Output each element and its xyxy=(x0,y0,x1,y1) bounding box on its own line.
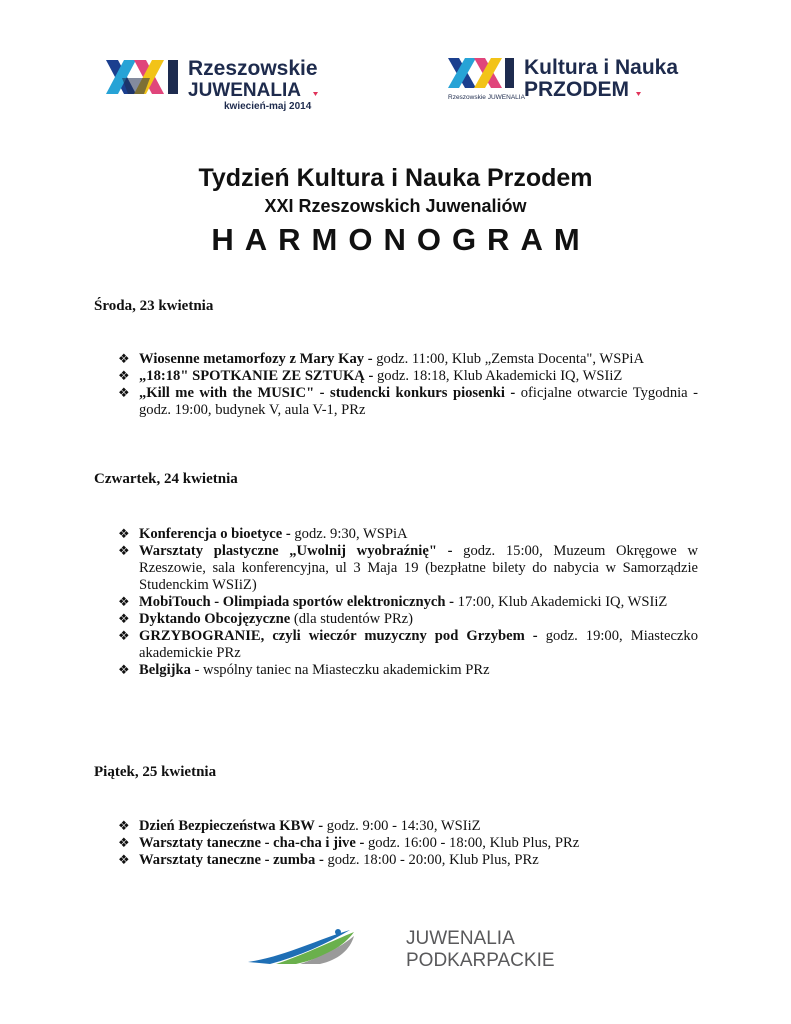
logo-bottom-line2: PODKARPACKIE xyxy=(406,950,555,971)
xxi-mark-icon xyxy=(448,58,514,88)
event-title: MobiTouch - Olimpiada sportów elektronicznych - xyxy=(139,594,454,610)
event-title: „Kill me with the MUSIC" - studencki konkurs piosenki - xyxy=(139,385,516,401)
event-title: Belgijka xyxy=(139,662,191,678)
event-details: godz. 18:00 - 20:00, Klub Plus, PRz xyxy=(323,852,539,868)
event-item xyxy=(118,835,698,852)
event-item xyxy=(118,351,698,368)
event-title: Konferencja o bioetyce - xyxy=(139,526,291,542)
event-item xyxy=(118,611,698,628)
event-details: godz. 9:30, WSPiA xyxy=(290,526,408,542)
event-item xyxy=(118,594,698,611)
rzeszowskie-juwenalia-logo xyxy=(104,48,334,112)
diamond-bullet-icon: ❖ xyxy=(118,629,130,644)
event-item xyxy=(118,385,698,419)
diamond-bullet-icon: ❖ xyxy=(118,836,130,851)
event-details: - wspólny taniec na Miasteczku akademickim PRz xyxy=(190,662,490,678)
swoosh-icon xyxy=(248,929,354,964)
event-title: Warsztaty taneczne - zumba - xyxy=(139,852,324,868)
page-subtitle: XXI Rzeszowskich Juwenaliów xyxy=(264,196,527,216)
logo-right-line1: Kultura i Nauka xyxy=(524,56,679,79)
event-item xyxy=(118,818,698,835)
event-title: Dzień Bezpieczeństwa KBW - xyxy=(139,818,324,834)
event-details: (dla studentów PRz) xyxy=(290,611,414,627)
event-item xyxy=(118,543,698,594)
event-title: GRZYBOGRANIE, czyli wieczór muzyczny pod Grzybem - xyxy=(139,628,538,644)
event-list-wednesday xyxy=(118,351,698,419)
event-title: Wiosenne metamorfozy z Mary Kay - xyxy=(139,351,373,367)
event-title: Warsztaty plastyczne „Uwolnij wyobraźnię" - xyxy=(139,543,453,559)
event-title: Warsztaty taneczne - cha-cha i jive - xyxy=(139,835,365,851)
diamond-bullet-icon: ❖ xyxy=(118,663,130,678)
event-item xyxy=(118,526,698,543)
xxi-mark-icon xyxy=(106,60,178,94)
event-title: Dyktando Obcojęzyczne xyxy=(139,611,291,627)
event-title: „18:18" SPOTKANIE ZE SZTUKĄ - xyxy=(139,368,374,384)
logo-bottom-line1: JUWENALIA xyxy=(406,928,515,949)
event-details: godz. 9:00 - 14:30, WSIiZ xyxy=(323,818,481,834)
event-details: godz. 15:00, Muzeum Okręgowe w Rzeszowie, sala konferencyjna, ul 3 Maja 19 (bezpłatne bilety do nabycia w Samorządzie Studenckim WSIiZ) xyxy=(139,543,698,593)
kultura-i-nauka-przodem-logo xyxy=(446,50,696,104)
event-details: oficjalne otwarcie Tygodnia - godz. 19:00, budynek V, aula V-1, PRz xyxy=(139,385,699,418)
event-item xyxy=(118,662,698,679)
event-details: godz. 16:00 - 18:00, Klub Plus, PRz xyxy=(364,835,580,851)
day-heading-wednesday: Środa, 23 kwietnia xyxy=(94,298,214,314)
diamond-bullet-icon: ❖ xyxy=(118,386,130,401)
event-details: godz. 19:00, Miasteczko akademickie PRz xyxy=(139,628,698,661)
diamond-bullet-icon: ❖ xyxy=(118,853,130,868)
logo-left-line2: JUWENALIA xyxy=(188,80,301,101)
event-item xyxy=(118,852,698,869)
diamond-bullet-icon: ❖ xyxy=(118,819,130,834)
day-heading-friday: Piątek, 25 kwietnia xyxy=(94,764,217,780)
logo-left-line3: kwiecień-maj 2014 xyxy=(224,101,312,112)
event-details: godz. 11:00, Klub „Zemsta Docenta", WSPiA xyxy=(372,351,645,367)
logo-left-line1: Rzeszowskie xyxy=(188,57,318,80)
logo-right-line2: PRZODEM xyxy=(524,78,629,101)
day-heading-thursday: Czwartek, 24 kwietnia xyxy=(94,471,238,487)
page-title: Tydzień Kultura i Nauka Przodem xyxy=(198,164,593,192)
diamond-bullet-icon: ❖ xyxy=(118,527,130,542)
diamond-bullet-icon: ❖ xyxy=(118,612,130,627)
diamond-bullet-icon: ❖ xyxy=(118,352,130,367)
event-list-thursday xyxy=(118,526,698,679)
event-item xyxy=(118,368,698,385)
diamond-bullet-icon: ❖ xyxy=(118,369,130,384)
diamond-bullet-icon: ❖ xyxy=(118,544,130,559)
event-details: 17:00, Klub Akademicki IQ, WSIiZ xyxy=(454,594,668,610)
event-item xyxy=(118,628,698,662)
diamond-bullet-icon: ❖ xyxy=(118,595,130,610)
juwenalia-podkarpackie-logo xyxy=(246,922,556,972)
event-details: godz. 18:18, Klub Akademicki IQ, WSIiZ xyxy=(373,368,623,384)
logo-right-small: Rzeszowskie JUWENALIA xyxy=(448,94,525,101)
event-list-friday xyxy=(118,818,698,869)
harmonogram-heading: HARMONOGRAM xyxy=(211,222,591,257)
